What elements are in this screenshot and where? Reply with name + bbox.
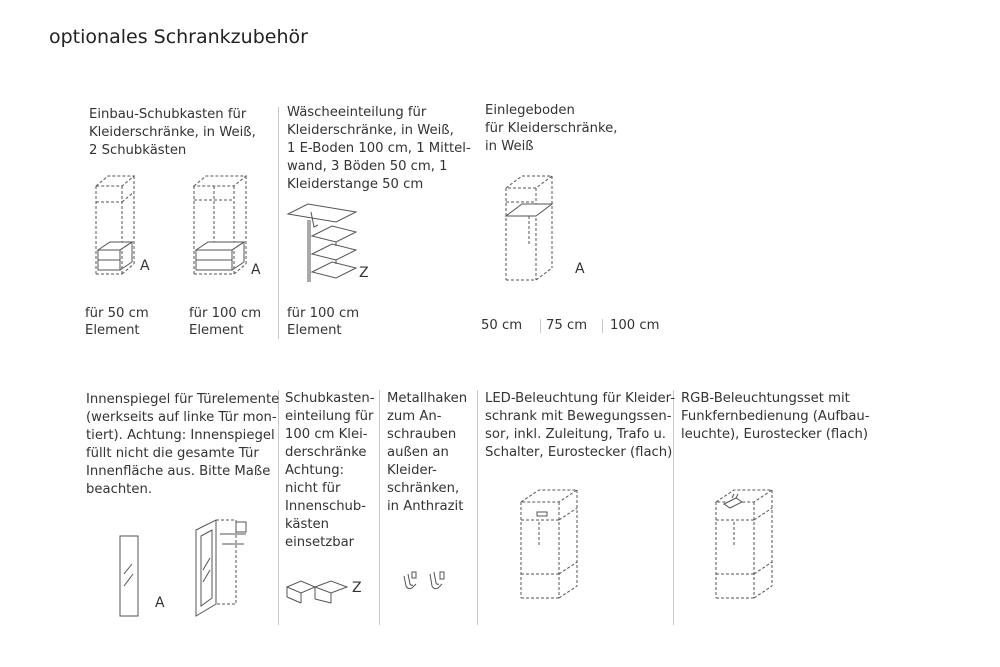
laundry-description: Wäscheeinteilung für Kleiderschränke, in Weiß, 1 E-Boden 100 cm, 1 Mittel- wand, 3 Böden 50 cm, 1 Kleiderstange 50 cm (287, 105, 471, 192)
hooks-description: Metallhaken zum An- schrauben außen an Kleider- schränken, in Anthrazit (387, 391, 468, 514)
drawer-50-caption: für 50 cm Element (85, 306, 149, 338)
mirror-description: Innenspiegel für Türelemente (werkseits auf linke Tür mon- tiert). Achtung: Innenspiegel füllt nicht die gesamte Tür Innenfläche aus. Bitte Maße beachten. (86, 392, 280, 497)
rgb-illustration (710, 486, 782, 606)
drawer-divider-illustration (285, 577, 351, 607)
drawer-100-illustration (190, 172, 254, 282)
drawer-100-caption: für 100 cm Element (189, 306, 262, 338)
divider (278, 107, 279, 339)
drawer-100-label: A (251, 262, 261, 278)
shelf-description: Einlegeboden für Kleiderschränke, in Weiß (485, 103, 618, 154)
shelf-illustration (500, 172, 560, 292)
mirror-door-illustration (192, 518, 252, 620)
mirror-flat-illustration (118, 534, 142, 618)
shelf-size-50: 50 cm (481, 318, 523, 333)
led-illustration (515, 486, 587, 606)
laundry-caption: für 100 cm Element (287, 306, 360, 338)
laundry-illustration (286, 200, 366, 295)
drawers-description: Einbau-Schubkasten für Kleiderschränke, in Weiß, 2 Schubkästen (89, 107, 256, 158)
size-separator (602, 319, 603, 333)
hooks-illustration (400, 570, 450, 594)
divider (379, 390, 380, 625)
laundry-label: Z (359, 265, 369, 281)
mirror-label: A (155, 595, 165, 611)
shelf-size-75: 75 cm (546, 318, 588, 333)
page-title: optionales Schrankzubehör (49, 26, 308, 48)
divider (477, 390, 478, 625)
shelf-label: A (575, 261, 585, 277)
shelf-size-100: 100 cm (610, 318, 660, 333)
rgb-description: RGB-Beleuchtungsset mit Funkfernbedienung (Aufbau- leuchte), Eurostecker (flach) (681, 391, 870, 442)
size-separator (540, 319, 541, 333)
drawer-divider-label: Z (352, 580, 362, 596)
drawer-50-label: A (140, 258, 150, 274)
drawer-50-illustration (92, 172, 142, 282)
led-description: LED-Beleuchtung für Kleider- schrank mit Bewegungssen- sor, inkl. Zuleitung, Trafo u. Schalter, Eurostecker (flach) (485, 391, 676, 460)
drawer-divider-description: Schubkasten- einteilung für 100 cm Klei- derschränke Achtung: nicht für Innenschub- kästen einsetzbar (285, 391, 375, 550)
